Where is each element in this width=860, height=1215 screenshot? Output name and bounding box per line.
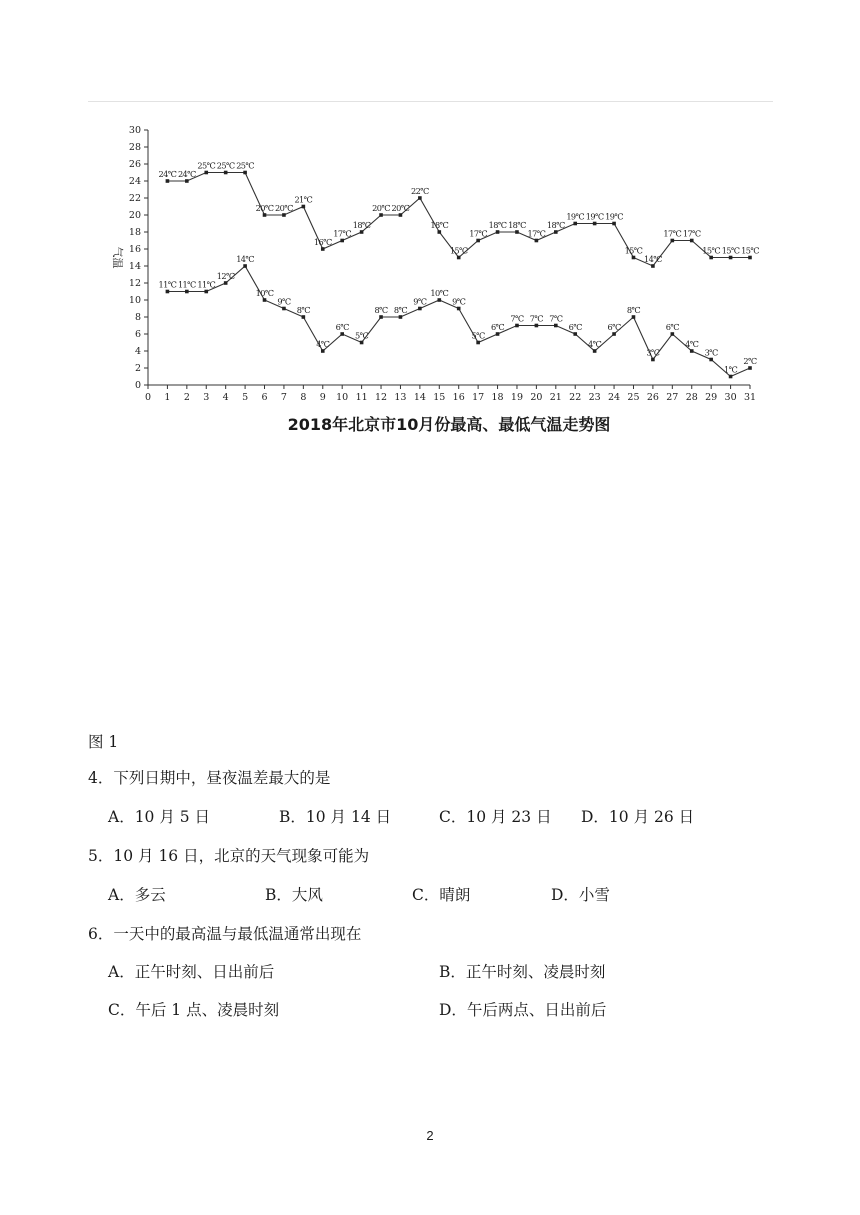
x-tick-label: 16: [452, 392, 465, 403]
question-5-option-b[interactable]: B．大风: [265, 886, 323, 904]
data-point: [185, 179, 189, 183]
y-tick-label: 30: [128, 125, 141, 136]
data-label: 16℃: [313, 237, 332, 247]
data-point: [437, 298, 441, 302]
data-point: [360, 230, 364, 234]
x-tick-label: 8: [300, 392, 307, 403]
data-point: [166, 179, 170, 183]
x-tick-label: 19: [510, 392, 524, 403]
y-tick-label: 4: [134, 346, 141, 357]
data-label: 11℃: [158, 279, 177, 290]
data-label: 25℃: [236, 160, 254, 171]
question-6-option-b[interactable]: B．正午时刻、凌晨时刻: [439, 963, 606, 981]
x-tick-label: 26: [646, 392, 659, 403]
x-tick-label: 24: [608, 392, 621, 403]
data-label: 17℃: [527, 228, 546, 239]
x-tick-label: 4: [222, 392, 229, 403]
data-point: [632, 256, 636, 260]
x-tick-label: 14: [413, 392, 426, 403]
data-label: 24℃: [158, 169, 177, 179]
data-point: [263, 213, 267, 217]
y-tick-label: 20: [128, 210, 141, 221]
data-label: 19℃: [605, 211, 623, 222]
y-tick-label: 16: [128, 244, 141, 255]
header-rule: [88, 101, 773, 102]
question-6-option-c[interactable]: C．午后 1 点、凌晨时刻: [108, 1001, 280, 1019]
x-tick-label: 6: [261, 392, 268, 403]
x-tick-label: 5: [242, 392, 249, 403]
data-point: [243, 264, 247, 268]
y-axis-label: 气温: [111, 246, 124, 269]
data-label: 18℃: [546, 220, 565, 230]
data-point: [496, 230, 500, 234]
data-point: [593, 222, 597, 226]
data-point: [535, 239, 539, 243]
question-6-option-a[interactable]: A．正午时刻、日出前后: [108, 963, 275, 981]
y-tick-label: 0: [134, 380, 141, 391]
data-point: [302, 315, 306, 319]
data-point: [671, 239, 675, 243]
data-label: 7℃: [549, 313, 563, 324]
question-4-option-b[interactable]: B．10 月 14 日: [279, 808, 392, 826]
x-tick-label: 15: [433, 392, 446, 403]
x-tick-label: 25: [627, 392, 640, 403]
data-label: 25℃: [216, 160, 235, 171]
x-tick-label: 13: [394, 392, 407, 403]
data-label: 17℃: [333, 228, 352, 239]
data-label: 6℃: [607, 322, 621, 332]
temperature-chart: [100, 118, 760, 448]
data-label: 14℃: [644, 254, 662, 264]
x-tick-label: 21: [549, 392, 562, 403]
data-point: [457, 307, 461, 311]
y-tick-label: 18: [128, 227, 141, 238]
x-tick-label: 27: [666, 392, 679, 403]
series-low-line: [167, 266, 750, 377]
x-tick-label: 29: [705, 392, 718, 403]
data-label: 7℃: [529, 313, 543, 324]
data-point: [671, 332, 675, 336]
data-label: 6℃: [665, 322, 679, 332]
data-label: 8℃: [374, 305, 388, 315]
y-tick-label: 6: [134, 329, 141, 340]
data-point: [379, 213, 383, 217]
x-tick-label: 12: [374, 392, 388, 403]
data-label: 21℃: [294, 194, 313, 205]
data-label: 17℃: [682, 228, 701, 239]
data-label: 19℃: [566, 211, 585, 222]
x-tick-label: 23: [588, 392, 601, 403]
y-tick-label: 8: [134, 312, 141, 323]
data-point: [690, 239, 694, 243]
data-label: 18℃: [430, 220, 449, 230]
data-point: [437, 230, 441, 234]
data-label: 20℃: [391, 203, 410, 213]
chart-svg: [100, 118, 760, 448]
x-tick-label: 9: [319, 392, 326, 403]
x-tick-label: 10: [336, 392, 349, 403]
data-label: 18℃: [508, 220, 526, 230]
question-5-option-d[interactable]: D．小雪: [551, 886, 610, 904]
data-label: 4℃: [685, 339, 699, 349]
data-point: [302, 205, 306, 209]
data-point: [612, 222, 616, 226]
data-label: 7℃: [510, 313, 524, 324]
data-point: [282, 213, 286, 217]
data-label: 9℃: [452, 296, 466, 307]
data-label: 1℃: [723, 364, 738, 375]
data-label: 15℃: [741, 245, 759, 256]
data-point: [729, 256, 733, 260]
data-label: 9℃: [277, 296, 291, 307]
data-label: 18℃: [488, 220, 507, 230]
data-label: 3℃: [646, 347, 660, 358]
y-tick-label: 2: [134, 363, 141, 374]
question-5-option-a[interactable]: A．多云: [108, 886, 166, 904]
data-label: 22℃: [410, 186, 429, 196]
data-point: [709, 256, 713, 260]
data-label: 15℃: [721, 245, 740, 256]
question-5-option-c[interactable]: C．晴朗: [412, 886, 471, 904]
y-tick-label: 22: [128, 193, 141, 204]
data-point: [418, 307, 422, 311]
question-4-option-c[interactable]: C．10 月 23 日: [439, 808, 552, 826]
data-point: [224, 281, 228, 285]
data-label: 20℃: [372, 203, 390, 213]
x-tick-label: 7: [280, 392, 287, 403]
data-point: [379, 315, 383, 319]
data-label: 10℃: [430, 288, 449, 298]
data-label: 11℃: [177, 279, 196, 290]
data-point: [554, 230, 558, 234]
x-tick-label: 30: [724, 392, 737, 403]
data-point: [399, 213, 403, 217]
x-tick-label: 11: [355, 392, 368, 403]
question-6-stem: 6．一天中的最高温与最低温通常出现在: [88, 925, 362, 943]
data-label: 20℃: [275, 203, 293, 213]
question-6-option-d[interactable]: D．午后两点、日出前后: [439, 1001, 607, 1019]
data-point: [554, 324, 558, 328]
data-point: [243, 171, 247, 175]
data-point: [535, 324, 539, 328]
data-point: [204, 290, 208, 294]
y-tick-label: 28: [128, 142, 141, 153]
data-label: 14℃: [236, 254, 254, 264]
data-label: 19℃: [585, 211, 604, 222]
data-label: 5℃: [355, 330, 369, 341]
x-tick-label: 1: [164, 392, 171, 403]
data-point: [476, 341, 480, 345]
data-point: [515, 324, 519, 328]
data-label: 4℃: [316, 339, 330, 349]
data-point: [651, 358, 655, 362]
data-label: 2℃: [743, 356, 757, 366]
x-tick-label: 17: [472, 392, 485, 403]
data-label: 25℃: [197, 160, 216, 171]
data-point: [204, 171, 208, 175]
data-point: [418, 196, 422, 200]
data-point: [476, 239, 480, 243]
data-point: [632, 315, 636, 319]
question-4-option-a[interactable]: A．10 月 5 日: [108, 808, 211, 826]
data-point: [748, 256, 752, 260]
data-point: [321, 349, 325, 353]
data-label: 17℃: [663, 228, 682, 239]
data-label: 12℃: [216, 271, 235, 281]
x-tick-label: 0: [144, 392, 152, 403]
data-point: [690, 349, 694, 353]
data-label: 15℃: [624, 245, 643, 256]
data-label: 8℃: [393, 305, 408, 315]
question-5-stem: 5．10 月 16 日，北京的天气现象可能为: [88, 847, 370, 865]
data-point: [573, 332, 577, 336]
data-label: 18℃: [352, 220, 371, 230]
data-label: 17℃: [469, 228, 488, 239]
y-tick-label: 24: [128, 176, 141, 187]
data-label: 11℃: [197, 279, 216, 290]
x-tick-label: 20: [530, 392, 543, 403]
data-point: [185, 290, 189, 294]
y-tick-label: 26: [128, 159, 141, 170]
x-tick-label: 22: [569, 392, 582, 403]
data-point: [282, 307, 286, 311]
question-4-stem: 4．下列日期中，昼夜温差最大的是: [88, 769, 331, 787]
data-point: [593, 349, 597, 353]
data-point: [263, 298, 267, 302]
data-label: 6℃: [490, 322, 505, 332]
data-point: [360, 341, 364, 345]
data-label: 9℃: [413, 296, 427, 307]
data-point: [651, 264, 655, 268]
y-tick-label: 10: [128, 295, 141, 306]
data-point: [573, 222, 577, 226]
question-4-option-d[interactable]: D．10 月 26 日: [581, 808, 695, 826]
data-point: [224, 171, 228, 175]
data-label: 4℃: [588, 339, 602, 349]
data-label: 15℃: [702, 245, 721, 256]
data-label: 5℃: [471, 330, 485, 341]
x-tick-label: 3: [203, 392, 210, 403]
y-tick-label: 12: [128, 278, 141, 289]
x-tick-label: 2: [183, 392, 190, 403]
data-point: [515, 230, 519, 234]
data-point: [709, 358, 713, 362]
data-point: [166, 290, 170, 294]
x-tick-label: 18: [491, 392, 504, 403]
figure-label: 图 1: [88, 733, 119, 751]
data-label: 6℃: [335, 322, 349, 332]
x-tick-label: 31: [743, 392, 757, 403]
data-label: 3℃: [704, 347, 718, 358]
data-label: 8℃: [296, 305, 310, 315]
x-tick-label: 28: [685, 392, 698, 403]
data-point: [340, 239, 344, 243]
page-number: 2: [426, 1128, 434, 1143]
data-point: [399, 315, 403, 319]
chart-title: 2018年北京市10月份最高、最低气温走势图: [287, 415, 611, 434]
data-label: 6℃: [568, 322, 582, 332]
data-point: [321, 247, 325, 251]
data-point: [612, 332, 616, 336]
data-point: [457, 256, 461, 260]
data-label: 8℃: [626, 305, 641, 315]
data-point: [340, 332, 344, 336]
data-point: [729, 375, 733, 379]
data-label: 15℃: [449, 245, 468, 256]
data-label: 10℃: [255, 288, 274, 298]
data-label: 24℃: [177, 169, 196, 179]
data-point: [748, 366, 752, 370]
data-point: [496, 332, 500, 336]
y-tick-label: 14: [128, 261, 141, 272]
data-label: 20℃: [255, 203, 274, 213]
